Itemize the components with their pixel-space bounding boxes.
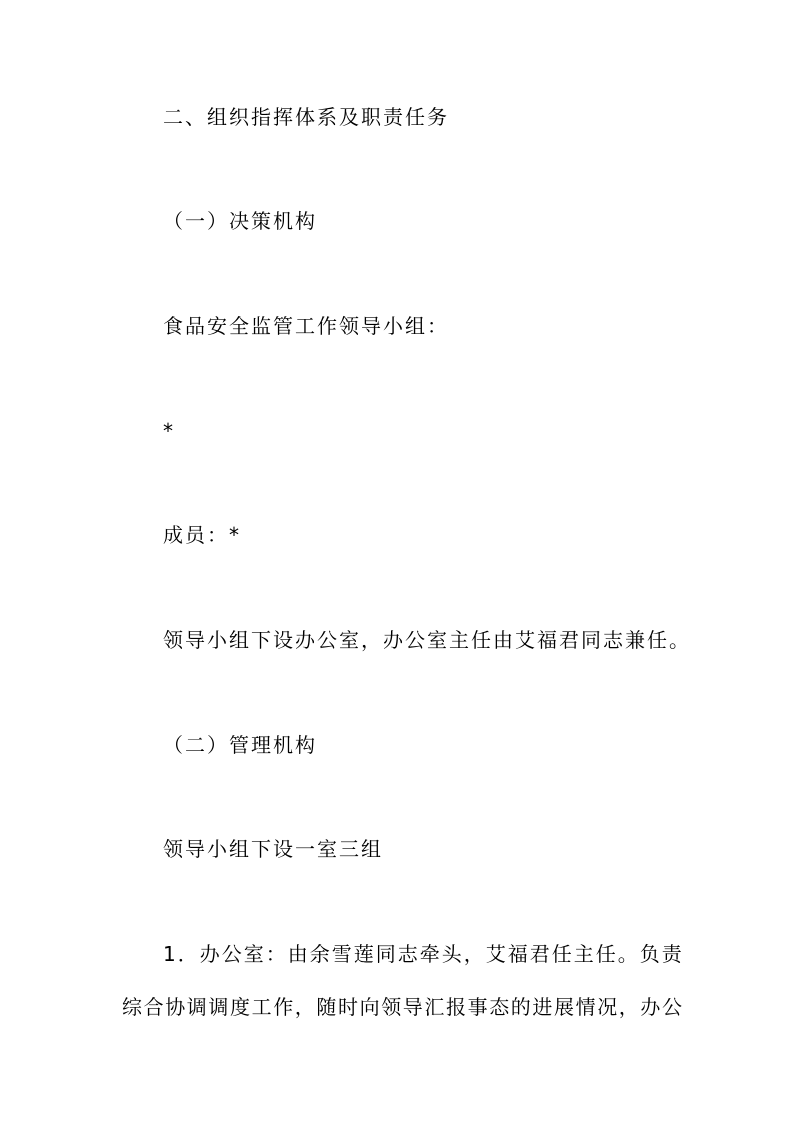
members-line: 成员：* [163,523,241,547]
office-line: 领导小组下设办公室，办公室主任由艾福君同志兼任。 [163,628,691,652]
section-heading: 二、组织指挥体系及职责任务 [163,105,449,129]
item1-line2: 综合协调调度工作，随时向领导汇报事态的进展情况，办公 [122,995,684,1019]
subsection-heading-management: （二）管理机构 [163,733,317,757]
structure-line: 领导小组下设一室三组 [163,837,383,861]
group-title: 食品安全监管工作领导小组： [163,314,449,338]
leader-placeholder: * [163,419,175,443]
item1-line1: 1．办公室：由余雪莲同志牵头，艾福君任主任。负责 [163,942,684,966]
subsection-heading-decision: （一）决策机构 [163,209,317,233]
